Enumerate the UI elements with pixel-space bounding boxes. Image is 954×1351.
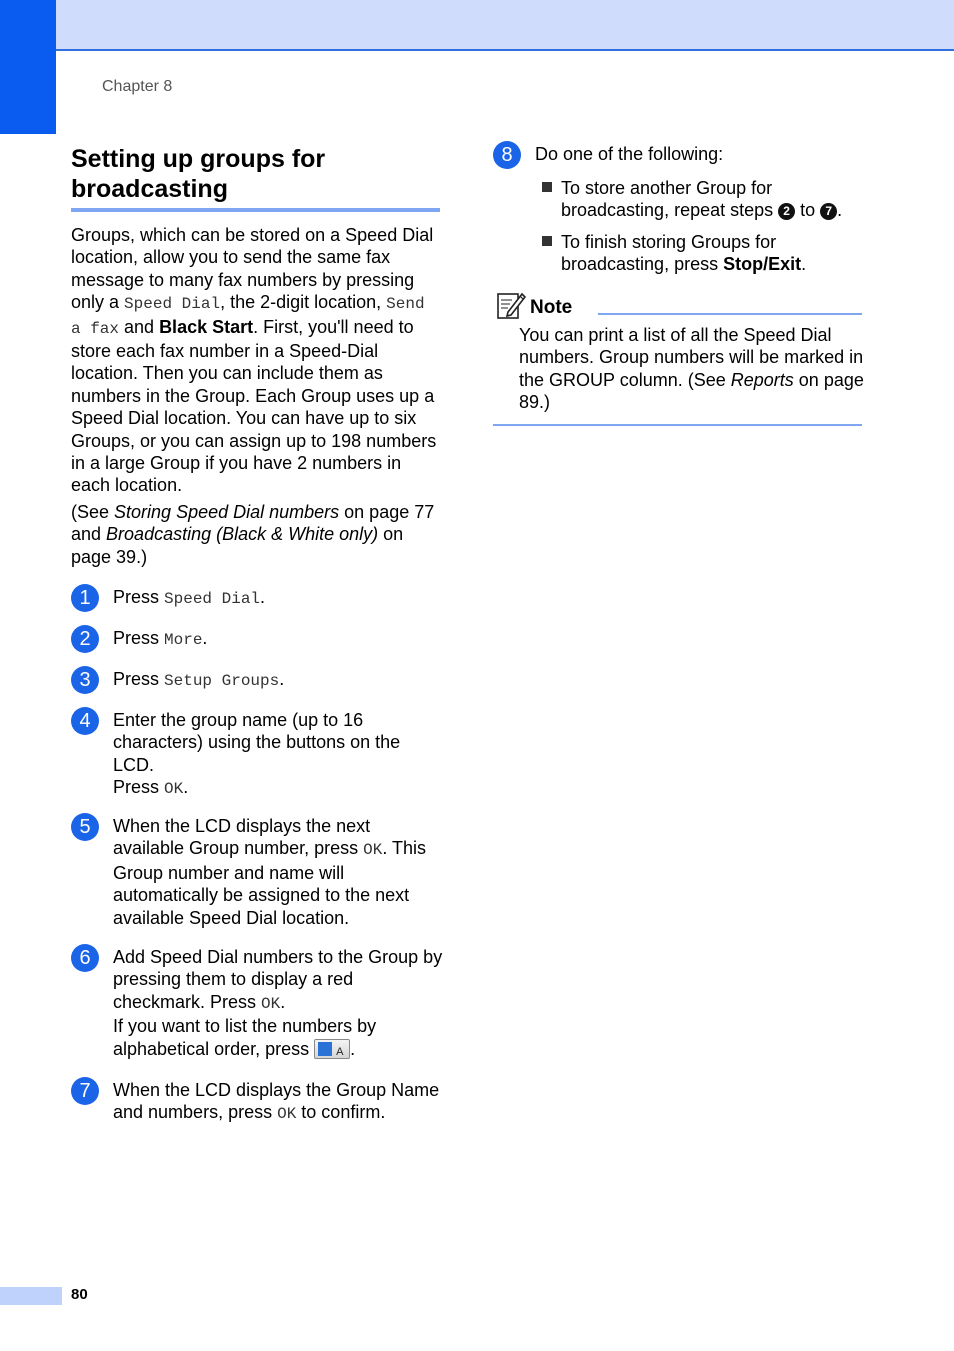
intro-paragraph: Groups, which can be stored on a Speed Dial location, allow you to send the same fax message to many fax numbers by pressing only a Speed Dial, the 2-digit location, Send a fax and Black Start. First, you'll need to store each fax number in a Speed-Dial location. Then you can include them as numbers in the Group. Each Group uses up a Speed Dial location. You can have up to six Groups, or you can assign up to 198 numbers in a large Group if you have 2 numbers in each location. [71, 225, 437, 496]
note-label: Note [530, 297, 573, 318]
note-text: You can print a list of all the Speed Dial numbers. Group numbers will be marked in the GROUP column. (See Reports on page 89.) [519, 325, 864, 413]
note-rule-bottom [493, 424, 862, 426]
section-title: Setting up groups for broadcasting [71, 145, 326, 203]
chapter-label: Chapter 8 [102, 78, 173, 95]
step-number: 3 [71, 666, 99, 694]
bullet-square-icon [542, 182, 552, 192]
bullet-square-icon [542, 236, 552, 246]
step-ref-icon: 2 [778, 203, 795, 220]
chapter-tab [0, 0, 56, 134]
step-number: 2 [71, 625, 99, 653]
step-number: 8 [493, 141, 521, 169]
step-number: 7 [71, 1077, 99, 1105]
page-number: 80 [71, 1286, 88, 1303]
step-number: 6 [71, 944, 99, 972]
step-number: 1 [71, 584, 99, 612]
see-also-paragraph: (See Storing Speed Dial numbers on page 77 and Broadcasting (Black & White only) on page 39.) [71, 502, 435, 567]
header-band [0, 0, 954, 51]
footer-band [0, 1287, 62, 1305]
heading-rule [71, 208, 440, 212]
step-number: 4 [71, 707, 99, 735]
step-ref-icon: 7 [820, 203, 837, 220]
lcd-sort-alphabet-icon: A [314, 1039, 350, 1059]
note-rule-top [598, 313, 862, 315]
step-number: 5 [71, 813, 99, 841]
note-pencil-icon [496, 290, 526, 320]
